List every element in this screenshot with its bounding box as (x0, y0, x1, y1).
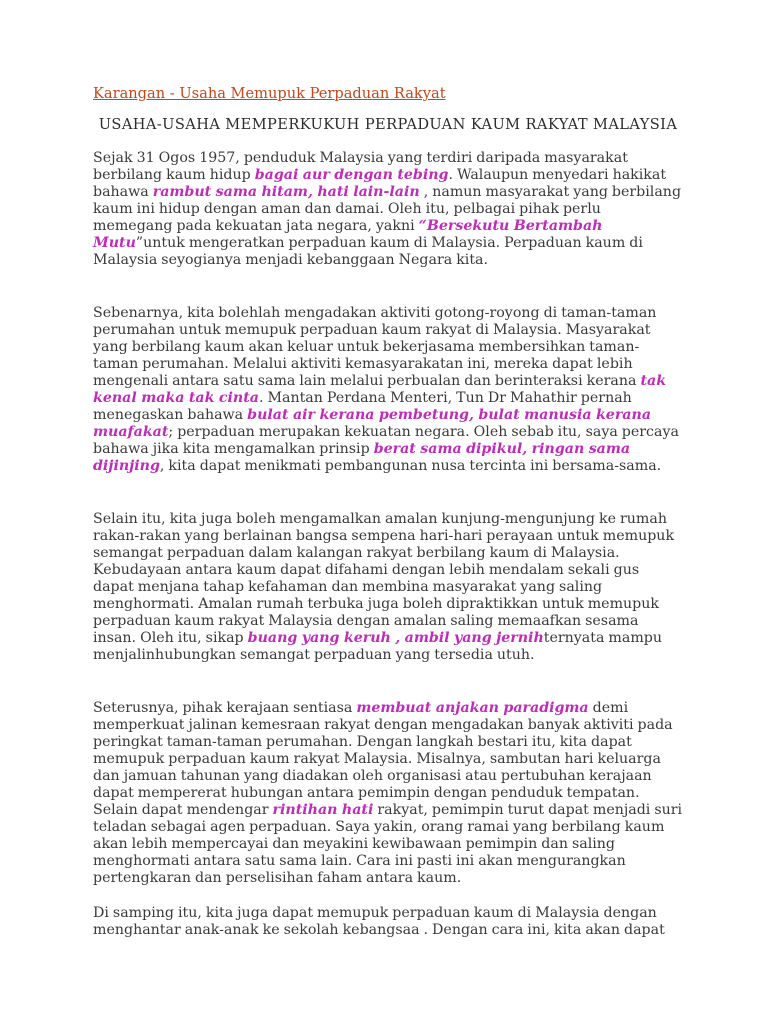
highlighted-phrase: “Bersekutu Bertambah Mutu (93, 218, 603, 251)
text-segment: ; perpaduan merupakan kekuatan negara. Oleh sebab itu, saya percaya bahawa jika kita mengamalkan prinsip (93, 424, 679, 457)
text-segment: . Walaupun menyedari hakikat bahawa (93, 167, 667, 200)
text-segment: Sejak 31 Ogos 1957, penduduk Malaysia yang terdiri daripada masyarakat berbilang kaum hidup (93, 150, 628, 183)
paragraph-1 (93, 150, 683, 269)
paragraph-3 (93, 511, 683, 664)
highlighted-phrase: bagai aur dengan tebing (254, 167, 449, 183)
essay-heading: USAHA-USAHA MEMPERKUKUH PERPADUAN KAUM RAKYAT MALAYSIA (98, 116, 678, 133)
text-segment: . Mantan Perdana Menteri, Tun Dr Mahathir pernah menegaskan bahawa (93, 390, 632, 423)
highlighted-phrase: buang yang keruh , ambil yang jernih (247, 630, 544, 646)
title-link[interactable]: Karangan - Usaha Memupuk Perpaduan Rakyat (93, 85, 446, 102)
text-segment: Sebenarnya, kita bolehlah mengadakan aktiviti gotong-royong di taman-taman perumahan untuk memupuk perpaduan kaum rakyat di Malaysia. Masyarakat yang berbilang kaum akan keluar untuk bekerjasama membersihkan taman-taman perumahan. Melalui aktiviti kemasyarakatan ini, mereka dapat lebih mengenali antara satu sama lain melalui perbualan dan berinteraksi kerana (93, 305, 657, 389)
highlighted-phrase: rintihan hati (272, 802, 374, 818)
text-segment: demi memperkuat jalinan kemesraan rakyat dengan mengadakan banyak aktiviti pada peringkat taman-taman perumahan. Dengan langkah bestari itu, kita dapat memupuk perpaduan kaum rakyat Malaysia. Misalnya, sambutan hari keluarga dan jamuan tahunan yang diadakan oleh organisasi atau pertubuhan kerajaan dapat mempererat hubungan antara pemimpin dengan penduduk tempatan. Selain dapat mendengar (93, 700, 673, 818)
paragraph-4 (93, 700, 683, 887)
text-segment: , namun masyarakat yang berbilang kaum ini hidup dengan aman dan damai. Oleh itu, pelbagai pihak perlu memegang pada kekuatan jata negara, yakni (93, 184, 682, 234)
text-segment: ”untuk mengeratkan perpaduan kaum di Malaysia. Perpaduan kaum di Malaysia seyogianya menjadi kebanggaan Negara kita. (93, 235, 643, 268)
text-segment: Di samping itu, kita juga dapat memupuk perpaduan kaum di Malaysia dengan menghantar anak-anak ke sekolah kebangsaa . Dengan cara ini, kita akan dapat (93, 905, 665, 938)
highlighted-phrase: bulat air kerana pembetung, bulat manusia kerana muafakat (93, 407, 652, 440)
highlighted-phrase: rambut sama hitam, hati lain-lain (152, 184, 420, 200)
highlighted-phrase: membuat anjakan paradigma (356, 700, 589, 716)
paragraph-5 (93, 905, 683, 939)
highlighted-phrase: tak kenal maka tak cinta (93, 373, 667, 406)
highlighted-phrase: berat sama dipikul, ringan sama dijinjing (93, 441, 631, 474)
text-segment: ternyata mampu menjalinhubungkan semangat perpaduan yang tersedia utuh. (93, 630, 663, 663)
document-body (93, 85, 683, 939)
paragraph-2 (93, 305, 683, 475)
text-segment: Selain itu, kita juga boleh mengamalkan amalan kunjung-mengunjung ke rumah rakan-rakan yang berlainan bangsa sempena hari-hari perayaan untuk memupuk semangat perpaduan dalam kalangan rakyat berbilang kaum di Malaysia. Kebudayaan antara kaum dapat difahami dengan lebih mendalam sekali gus dapat menjana tahap kefahaman dan membina masyarakat yang saling menghormati. Amalan rumah terbuka juga boleh dipraktikkan untuk memupuk perpaduan kaum rakyat Malaysia dengan amalan saling memaafkan sesama insan. Oleh itu, sikap (93, 511, 675, 646)
text-segment: , kita dapat menikmati pembangunan nusa tercinta ini bersama-sama. (159, 458, 662, 474)
text-segment: Seterusnya, pihak kerajaan sentiasa (93, 700, 357, 716)
text-segment: rakyat, pemimpin turut dapat menjadi suri teladan sebagai agen perpaduan. Saya yakin, orang ramai yang berbilang kaum akan lebih mempercayai dan meyakini kewibawaan pemimpin dan saling menghormati antara satu sama lain. Cara ini pasti ini akan mengurangkan pertengkaran dan perselisihan faham antara kaum. (93, 802, 683, 886)
